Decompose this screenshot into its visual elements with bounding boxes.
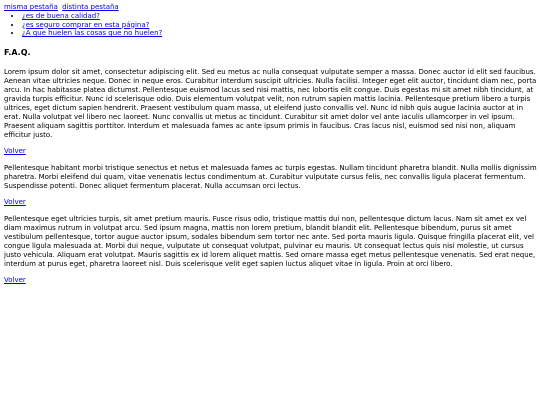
faq-link-smell[interactable]: ¿A que huelen las cosas que no huelen? <box>22 29 163 38</box>
same-tab-link[interactable]: misma pestaña <box>4 3 58 11</box>
answer-smell: Pellentesque eget ultricies turpis, sit amet pretium mauris. Fusce risus odio, tristique mattis dui non, pellentesque dictum lacus. Nam sit amet ex vel diam maximus rutrum in volutpat arcu. Sed ipsum magna, mattis non lorem pretium, blandit blandit elit. Pellentesque bibendum, purus sit amet vestibulum pellentesque, tortor augue auctor ipsum, sodales bibendum sem tortor nec ante. Sed porta mauris ligula. Quisque fringilla placerat elit, vel congue ligula malesuada at. Morbi dui neque, vulputate ut consequat volutpat, pulvinar eu mauris. Ut consequat lectus quis nisi molestie, ut cursus justo vehicula. Aliquam erat volutpat. Mauris sagittis ex id lorem aliquet mattis. Sed ornare massa eget metus pellentesque venenatis. Sed erat neque, interdum at purus eget, pharetra laoreet nisl. Duis scelerisque velit eget sapien luctus aliquet vitae in ligula. Proin at orci libero. <box>4 214 536 268</box>
page-title: F.A.Q. <box>4 47 31 57</box>
faq-nav-item <box>22 21 537 30</box>
top-links <box>4 3 537 12</box>
faq-link-quality[interactable]: ¿es de buena calidad? <box>22 12 100 20</box>
faq-nav <box>4 12 537 38</box>
other-tab-link[interactable]: distinta pestaña <box>62 3 119 11</box>
faq-nav-item <box>22 12 537 21</box>
back-link-2[interactable]: Volver <box>4 197 26 206</box>
answer-quality: Lorem ipsum dolor sit amet, consectetur adipiscing elit. Sed eu metus ac nulla consequat vulputate semper a massa. Donec auctor id elit sed faucibus. Aenean vitae ultricies neque. Donec in neque eros. Curabitur interdum suscipit ultricies. Nulla facilisi. Integer eget elit auctor, tincidunt diam nec, porta arcu. In hac habitasse platea dictumst. Pellentesque euismod lacus sed nisi mattis, nec lobortis elit congue. Duis egestas mi sit amet nibh tincidunt, at gravida turpis efficitur. Nunc id scelerisque odio. Duis elementum volutpat velit, non rutrum sapien mattis lacinia. Pellentesque pretium libero a turpis ultrices, eget dictum sapien hendrerit. Praesent vestibulum quam massa, ut eleifend justo convallis vel. Nunc id nibh quis augue lacinia auctor at in erat. Nulla volutpat vel libero nec laoreet. Nunc convallis ut metus ac tincidunt. Curabitur sit amet dolor vel ante iaculis ullamcorper in vel ipsum. Praesent aliquam sagittis porttitor. Interdum et malesuada fames ac ante ipsum primis in faucibus. Cras lacus nisl, euismod sed nisi non, aliquam efficitur justo. <box>4 67 537 139</box>
back-link-3[interactable]: Volver <box>4 275 26 284</box>
faq-link-safe-purchase[interactable]: ¿es seguro comprar en esta página? <box>22 20 150 29</box>
answer-safe-purchase: Pellentesque habitant morbi tristique senectus et netus et malesuada fames ac turpis egestas. Nullam tincidunt pharetra blandit. Nulla mollis dignissim pharetra. Morbi eleifend dui quam, vitae venenatis lectus condimentum at. Curabitur vulputate cursus felis, nec convallis ligula placerat fermentum. Suspendisse potenti. Donec aliquet fermentum placerat. Nulla accumsan orci lectus. <box>4 163 537 190</box>
faq-nav-item <box>22 29 537 38</box>
back-link-1[interactable]: Volver <box>4 146 26 155</box>
